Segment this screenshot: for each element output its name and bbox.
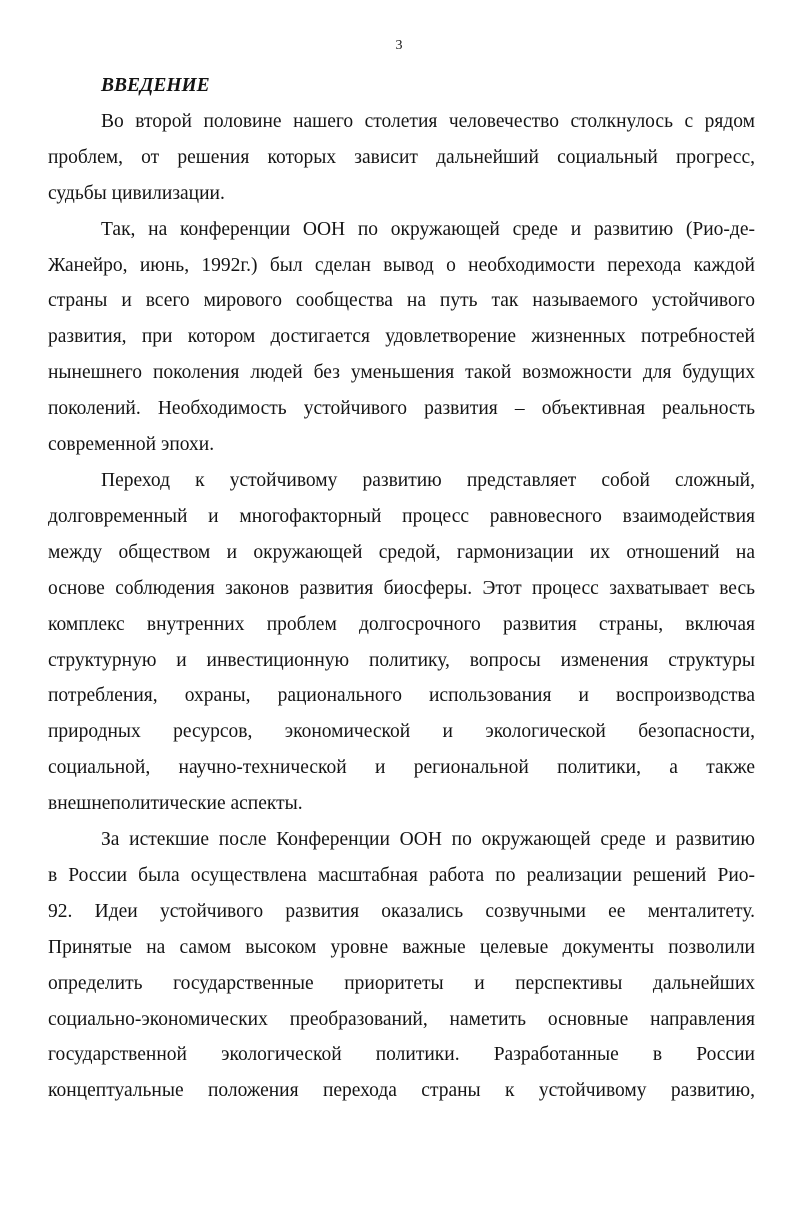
text-line: между обществом и окружающей средой, гармонизации их отношений на xyxy=(48,541,755,563)
text-line: нынешнего поколения людей без уменьшения такой возможности для будущих xyxy=(48,362,755,384)
text-line: внешнеполитические аспекты. xyxy=(48,793,303,815)
text-line: природных ресурсов, экономической и экологической безопасности, xyxy=(48,721,755,743)
text-line: государственной экологической политики. Разработанные в России xyxy=(48,1044,755,1066)
text-line: судьбы цивилизации. xyxy=(48,182,225,204)
document-body xyxy=(48,68,755,1109)
text-line: страны и всего мирового сообщества на путь так называемого устойчивого xyxy=(48,290,755,312)
text-line: социально-экономических преобразований, наметить основные направления xyxy=(48,1008,755,1030)
text-line: поколений. Необходимость устойчивого развития – объективная реальность xyxy=(48,398,755,420)
text-line: проблем, от решения которых зависит дальнейший социальный прогресс, xyxy=(48,146,755,168)
text-line: долговременный и многофакторный процесс равновесного взаимодействия xyxy=(48,505,755,527)
text-line: За истекшие после Конференции ООН по окружающей среде и развитию xyxy=(101,829,755,851)
text-line: потребления, охраны, рационального использования и воспроизводства xyxy=(48,685,755,707)
text-line: Переход к устойчивому развитию представляет собой сложный, xyxy=(101,469,755,491)
text-line: определить государственные приоритеты и перспективы дальнейших xyxy=(48,972,755,994)
paragraph xyxy=(48,822,755,1109)
paragraphs-container xyxy=(48,104,755,1109)
text-line: комплекс внутренних проблем долгосрочного развития страны, включая xyxy=(48,613,755,635)
text-line: структурную и инвестиционную политику, вопросы изменения структуры xyxy=(48,649,755,671)
text-line: Во второй половине нашего столетия человечество столкнулось с рядом xyxy=(101,110,755,132)
text-line: развития, при котором достигается удовлетворение жизненных потребностей xyxy=(48,326,755,348)
text-line: Так, на конференции ООН по окружающей среде и развитию (Рио-де- xyxy=(101,218,755,240)
paragraph xyxy=(48,463,755,822)
text-line: социальной, научно-технической и региональной политики, а также xyxy=(48,757,755,779)
text-line: современной эпохи. xyxy=(48,434,215,456)
paragraph xyxy=(48,212,755,463)
text-line: 92. Идеи устойчивого развития оказались созвучными ее менталитету. xyxy=(48,900,755,922)
paragraph xyxy=(48,104,755,212)
text-line: Жанейро, июнь, 1992г.) был сделан вывод о необходимости перехода каждой xyxy=(48,254,755,276)
text-line: основе соблюдения законов развития биосферы. Этот процесс захватывает весь xyxy=(48,577,755,599)
text-line: в России была осуществлена масштабная работа по реализации решений Рио- xyxy=(48,864,755,886)
page-number: 3 xyxy=(395,38,403,53)
section-heading: ВВЕДЕНИЕ xyxy=(101,75,210,96)
text-line: концептуальные положения перехода страны к устойчивому развитию, xyxy=(48,1080,755,1102)
text-line: Принятые на самом высоком уровне важные целевые документы позволили xyxy=(48,936,755,958)
